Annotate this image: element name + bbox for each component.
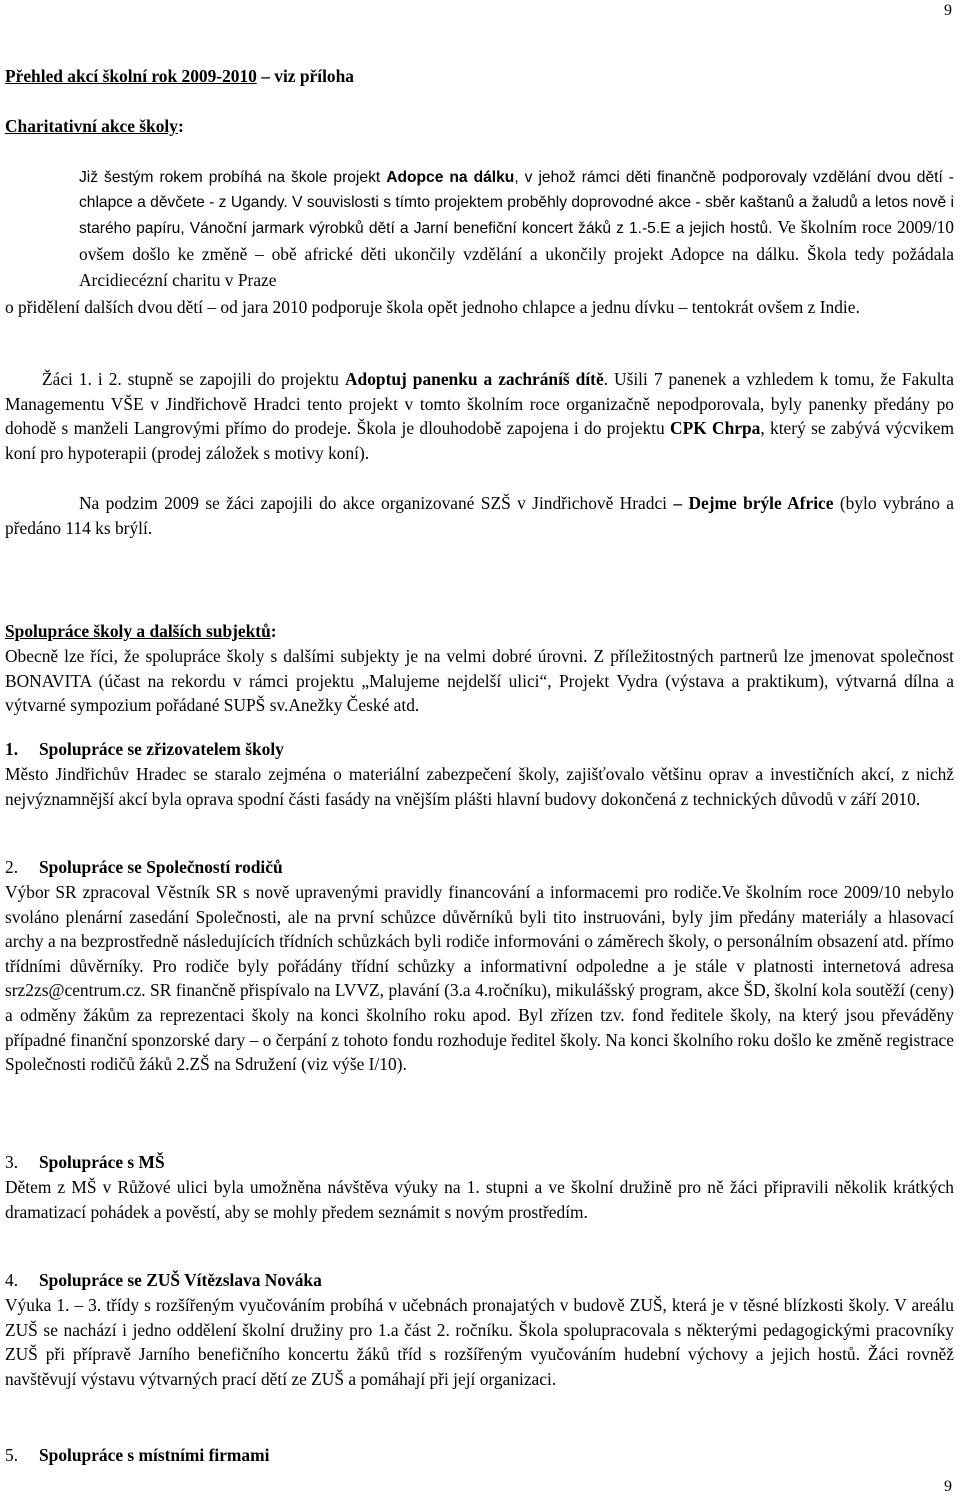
section-3-heading: 3. Spolupráce s MŠ xyxy=(5,1152,165,1172)
page-title xyxy=(5,64,954,89)
cooperation-heading: Spolupráce školy a dalších subjektů: xyxy=(5,621,277,641)
section-4-heading: 4. Spolupráce se ZUŠ Vítězslava Nováka xyxy=(5,1270,322,1290)
charity-heading-text: Charitativní akce školy xyxy=(5,116,178,136)
section-4-text: Výuka 1. – 3. třídy s rozšířeným vyučováním probíhá v učebnách pronajatých v budově ZUŠ, která je v těsné blízkosti školy. V areálu ZUŠ se nachází i jedno oddělení školní družiny pro 1.a část 2. ročníku. Škola spolupracovala s některými pedagogickými pracovníky ZUŠ při přípravě Jarního benefičního koncertu žáků tříd s rozšířeným vyučováním hudební výchovy a jejich hostů. Žáci rovněž navštěvují výstavu výtvarných prací dětí ze ZUŠ a pomáhají při její organizaci. xyxy=(5,1295,954,1389)
charity-heading: Charitativní akce školy: xyxy=(5,116,184,136)
section-1-text: Město Jindřichův Hradec se staralo zejména o materiální zabezpečení školy, zajišťovalo většinu oprav a investičních akcí, z nichž nejvýznamnější akcí byla oprava spodní části fasády na vnějším plášti hlavní budovy dokončená z technických důvodů v září 2010. xyxy=(5,764,954,809)
section-5-heading: 5. Spolupráce s místními firmami xyxy=(5,1445,270,1465)
cooperation-intro: Obecně lze říci, že spolupráce školy s dalšími subjekty je na velmi dobré úrovni. Z příležitostných partnerů lze jmenovat společnost BONAVITA (účast na rekordu v rámci projektu „Malujeme nejdelší ulici“, Projekt Vydra (výstava a praktikum), výtvarná dílna a výtvarné sympozium pořádané SUPŠ sv.Anežky České atd. xyxy=(5,646,954,716)
cooperation-heading-text: Spolupráce školy a dalších subjektů xyxy=(5,621,271,641)
page-number-top: 9 xyxy=(944,2,952,19)
charity-paragraph-2: Žáci 1. i 2. stupně se zapojili do projektu Adoptuj panenku a zachráníš dítě. Ušili 7 panenek a vzhledem k tomu, že Fakulta Managementu VŠE v Jindřichově Hradci tento projekt v tomto školním roce organizačně nepodporovala, byly panenky předány po dohodě s manželi Langrovými přímo do prodeje. Škola je dlouhodobě zapojena i do projektu CPK Chrpa, který se zabývá výcvikem koní pro hypoterapii (prodej záložek s motivy koní). xyxy=(5,369,955,463)
charity-paragraph-3: Na podzim 2009 se žáci zapojili do akce organizované SZŠ v Jindřichově Hradci – Dejme brýle Africe (bylo vybráno a předáno 114 ks brýlí. xyxy=(5,493,954,538)
section-3-text: Dětem z MŠ v Růžové ulici byla umožněna návštěva výuky na 1. stupni a ve školní družině pro ně žáci připravili několik krátkých dramatizací pohádek a pověstí, aby se mohly předem seznámit s novým prostředím. xyxy=(5,1177,954,1222)
section-2-heading: 2. Spolupráce se Společností rodičů xyxy=(5,857,283,877)
charity-paragraph-1: Již šestým rokem probíhá na škole projekt Adopce na dálku, v jehož rámci děti finančně podporovaly vzdělání dvou dětí - chlapce a děvčete - z Ugandy. V souvislosti s tímto projektem proběhly doprovodné akce - sběr kaštanů a žaludů a letos nově i starého papíru, Vánoční jarmark výrobků dětí a Jarní benefiční koncert žáků z 1.-5.E a jejich hostů. Ve školním roce 2009/10 ovšem došlo ke změně – obě africké děti ukončily vzdělání a ukončily projekt Adopce na dálku. Škola tedy požádala Arcidiecézní charitu v Praze o přidělení dalších dvou dětí – od jara 2010 podporuje škola opět jednoho chlapce a jednu dívku – tentokrát ovšem z Indie. xyxy=(5,169,954,317)
section-1-heading: 1. Spolupráce se zřizovatelem školy xyxy=(5,739,284,759)
title-suffix: – viz příloha xyxy=(256,66,354,86)
section-2-text: Výbor SR zpracoval Věstník SR s nově upravenými pravidly financování a informacemi pro rodiče.Ve školním roce 2009/10 nebylo svoláno plenární zasedání Společnosti, ale na první schůzce důvěrníků byli tito instruováni, byly jim předány materiály a hlasovací archy a na bezprostředně následujících třídních schůzkách byli rodiče informováni o záměrech školy, o personálním obsazení atd. přímo třídními důvěrníky. Pro rodiče byly pořádány třídní schůzky a informativní odpoledne a je stále v platnosti internetová adresa srz2zs@centrum.cz. SR finančně přispívalo na LVVZ, plavání (3.a 4.ročníku), mikulášský program, akce ŠD, školní kola soutěží (ceny) a odměny žákům za reprezentaci školy na konci školního roku apod. Byl zřízen tzv. fond ředitele školy, na který jsou převáděny případné finanční sponzorské dary – o čerpání z tohoto fondu rozhoduje ředitel školy. Na konci školního roku došlo ke změně registrace Společnosti rodičů žáků 2.ZŠ na Sdružení (viz výše I/10). xyxy=(5,882,954,1075)
title-text: Přehled akcí školní rok 2009-2010 xyxy=(5,66,257,86)
page-number-bottom: 9 xyxy=(944,1478,952,1495)
